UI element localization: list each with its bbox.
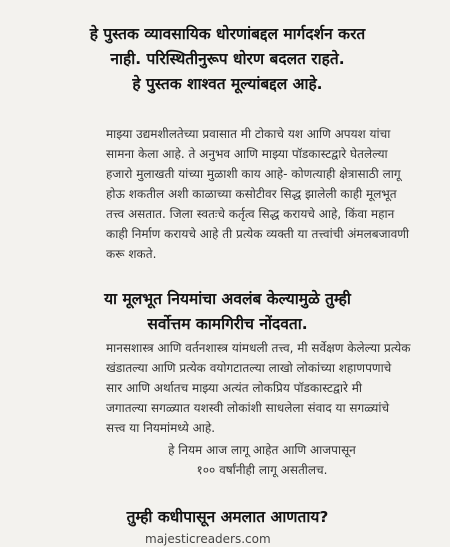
paragraph-line: सामना केला आहे. ते अनुभव आणि माझ्या पॉडकास्टद्वारे घेतलेल्या	[106, 147, 388, 161]
paragraph-line: हजारो मुलाखती यांच्या मुळाशी काय आहे- कोणत्याही क्षेत्रासाठी लागू	[106, 167, 401, 181]
paragraph-line: हे नियम आज लागू आहेत आणि आजपासून	[168, 443, 356, 457]
website-footer: majesticreaders.com	[145, 532, 271, 546]
paragraph-line: होऊ शकतील अशी काळाच्या कसोटीवर सिद्ध झालेली काही मूलभूत	[106, 187, 397, 201]
top-heading-line: नाही. परिस्थितीनुरूप धोरण बदलत राहते.	[110, 50, 345, 68]
top-heading-line: हे पुस्तक शाश्वत मूल्यांबद्दल आहे.	[132, 75, 323, 93]
top-heading-line: हे पुस्तक व्यावसायिक धोरणांबद्दल मार्गदर्शन करत	[89, 25, 366, 43]
intro-paragraph	[106, 124, 418, 264]
paragraph-line: सत्त्व या नियमांमध्ये आहे.	[106, 421, 216, 435]
paragraph-line: १०० वर्षांनीही लागू असतीलच.	[196, 463, 328, 477]
paragraph-line: माझ्या उद्यमशीलतेच्या प्रवासात मी टोकाचे यश आणि अपयश यांचा	[106, 127, 391, 141]
paragraph-line: जगातल्या सगळ्यात यशस्वी लोकांशी साधलेला संवाद या सगळ्यांचे	[106, 401, 390, 415]
middle-heading	[40, 287, 415, 337]
top-heading	[40, 22, 415, 97]
paragraph-line: करू शकते.	[106, 247, 157, 261]
paragraph-line: काही निर्माण करायचे आहे ती प्रत्येक व्यक्ती या तत्त्वांची अंमलबजावणी	[106, 227, 410, 241]
paragraph-line: खंडातल्या आणि प्रत्येक वयोगटातल्या लाखो लोकांच्या शहाणपणाचे	[106, 361, 392, 375]
timeless-paragraph	[106, 440, 418, 480]
middle-heading-line: सर्वोत्तम कामगिरीच नोंदवता.	[147, 315, 308, 333]
paragraph-line: तत्त्व असतात. जिला स्वतःचे कर्तृत्व सिद्ध करायचे आहे, किंवा महान	[106, 207, 395, 221]
middle-heading-line: या मूलभूत नियमांचा अवलंब केल्यामुळे तुम्ही	[104, 290, 351, 308]
bottom-heading: तुम्ही कधीपासून अमलात आणताय?	[126, 508, 329, 526]
paragraph-line: मानसशास्त्र आणि वर्तनशास्त्र यांमधली तत्त्व, मी सर्वेक्षण केलेल्या प्रत्येक	[106, 341, 411, 355]
paragraph-line: सार आणि अर्थातच माझ्या अत्यंत लोकप्रिय पॉडकास्टद्वारे मी	[106, 381, 362, 395]
principles-paragraph	[106, 338, 418, 438]
